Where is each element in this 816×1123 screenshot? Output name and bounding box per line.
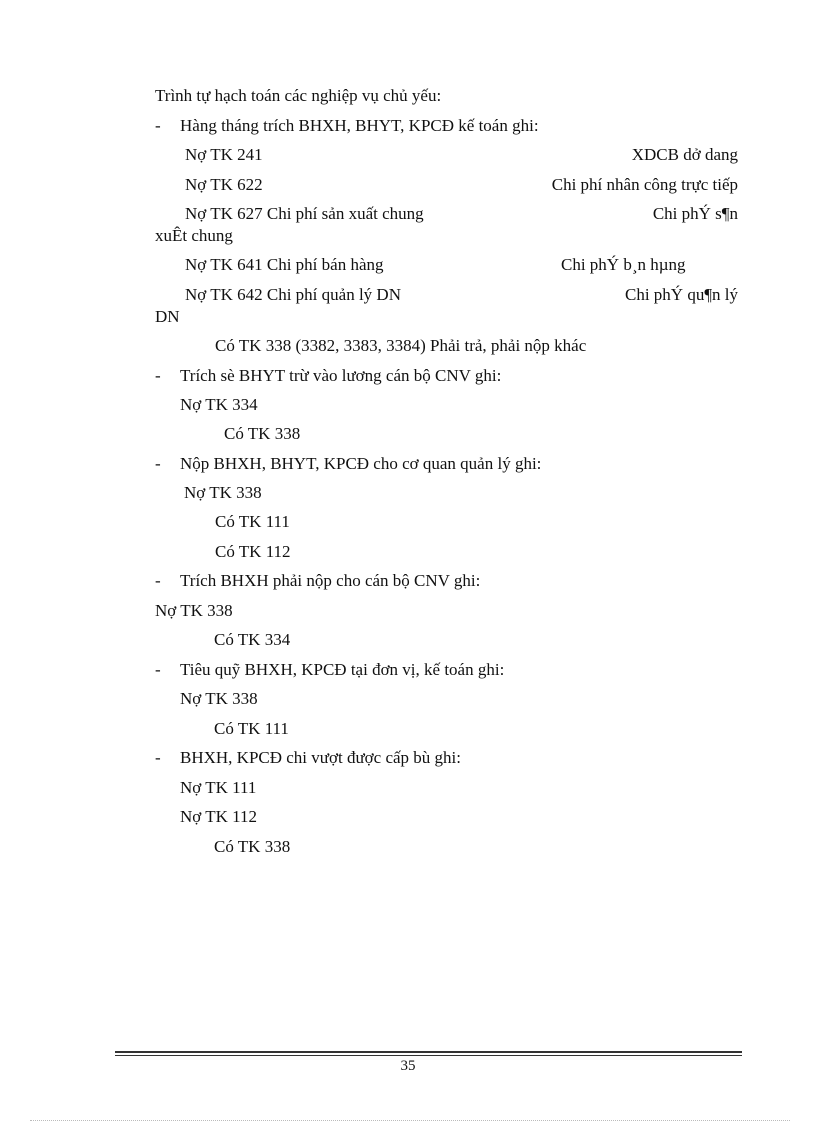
list-item: Trích sè BHYT trừ vào lương cán bộ CNV ghi:	[180, 366, 502, 385]
list-item: Hàng tháng trích BHXH, BHYT, KPCĐ kế toán ghi:	[180, 116, 539, 135]
bullet-dash: -	[155, 454, 161, 473]
entry-left: Nợ TK 622	[185, 175, 263, 194]
page-edge-divider	[30, 1120, 790, 1121]
entry-debit: Nợ TK 338	[180, 689, 258, 708]
page-number: 35	[400, 1058, 416, 1074]
bullet-dash: -	[155, 748, 161, 767]
list-item: BHXH, KPCĐ chi vượt được cấp bù ghi:	[180, 748, 461, 767]
entry-debit: Nợ TK 338	[184, 483, 262, 502]
bullet-dash: -	[155, 660, 161, 679]
entry-left: Nợ TK 641 Chi phí bán hàng	[185, 255, 384, 274]
entry-right: XDCB dở dang	[631, 145, 738, 164]
entry-debit: Nợ TK 112	[180, 807, 257, 826]
list-item: Nộp BHXH, BHYT, KPCĐ cho cơ quan quản lý ghi:	[180, 454, 542, 473]
entry-credit: Có TK 334	[214, 630, 291, 649]
entry-right: Chi phÝ s¶n	[652, 204, 738, 223]
entry-right: Chi phÝ b¸n hµng	[561, 255, 686, 274]
entry-wrap: xuÊt chung	[155, 226, 233, 245]
entry-credit: Có TK 338 (3382, 3383, 3384) Phải trả, phải nộp khác	[215, 336, 587, 355]
entry-left: Nợ TK 642 Chi phí quản lý DN	[185, 285, 401, 304]
entry-debit: Nợ TK 338	[155, 601, 233, 620]
entry-wrap: DN	[155, 307, 180, 326]
entry-credit: Có TK 338	[224, 424, 301, 443]
entry-credit: Có TK 111	[215, 512, 290, 531]
bullet-dash: -	[155, 366, 161, 385]
section-heading: Trình tự hạch toán các nghiệp vụ chủ yếu:	[155, 86, 442, 105]
entry-credit: Có TK 338	[214, 837, 291, 856]
bullet-dash: -	[155, 116, 161, 135]
footer-rule	[115, 1051, 742, 1053]
entry-credit: Có TK 111	[214, 719, 289, 738]
footer-rule	[115, 1055, 742, 1056]
entry-credit: Có TK 112	[215, 542, 291, 561]
entry-right: Chi phÝ qu¶n lý	[624, 285, 738, 304]
entry-left: Nợ TK 241	[185, 145, 263, 164]
entry-debit: Nợ TK 334	[180, 395, 258, 414]
bullet-dash: -	[155, 571, 161, 590]
entry-debit: Nợ TK 111	[180, 778, 257, 797]
entry-right: Chi phí nhân công trực tiếp	[551, 175, 738, 194]
list-item: Tiêu quỹ BHXH, KPCĐ tại đơn vị, kế toán ghi:	[180, 660, 505, 679]
entry-left: Nợ TK 627 Chi phí sản xuất chung	[185, 204, 424, 223]
list-item: Trích BHXH phải nộp cho cán bộ CNV ghi:	[180, 571, 481, 590]
